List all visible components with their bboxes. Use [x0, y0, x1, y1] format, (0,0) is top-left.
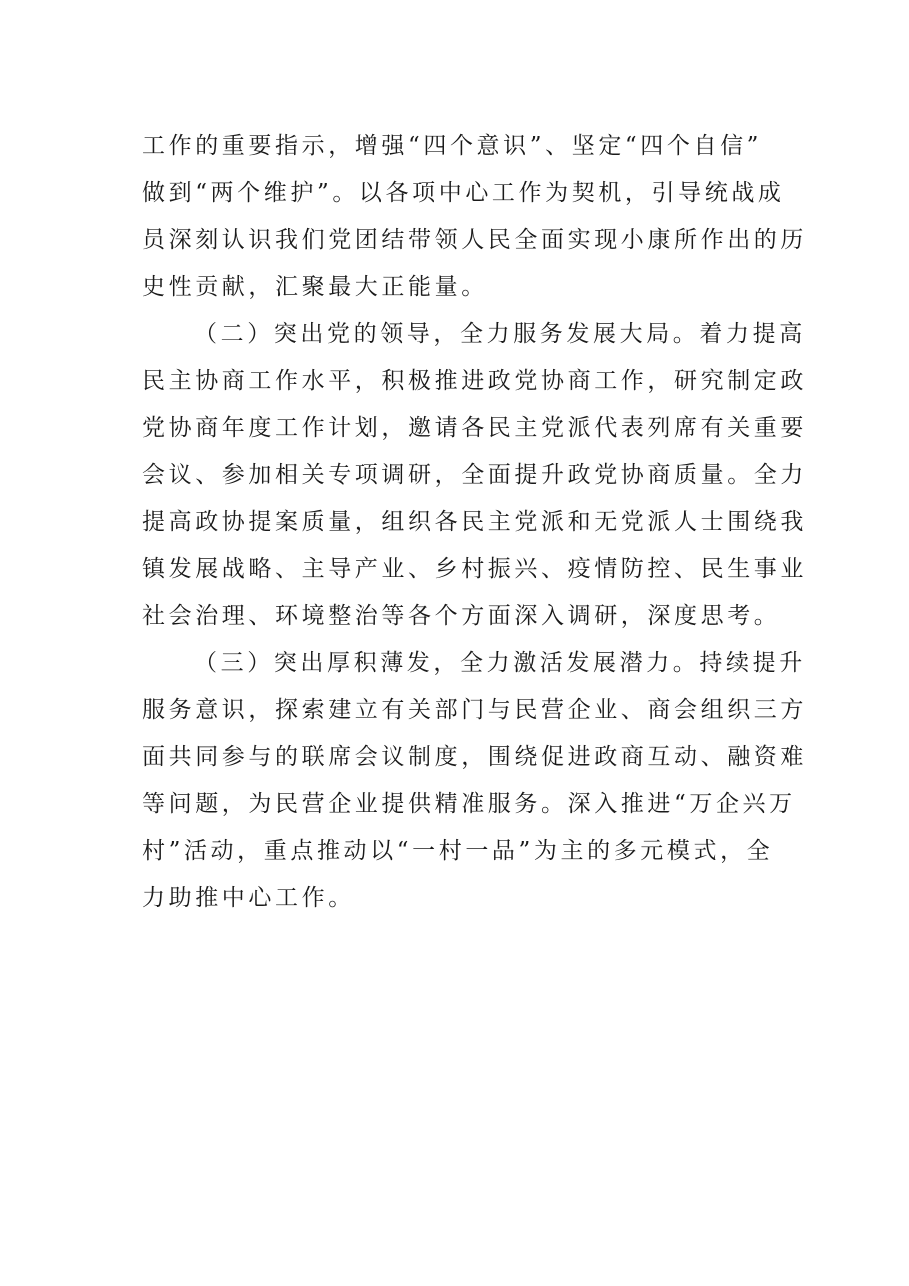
- paragraph-line: 社会治理、环境整治等各个方面深入调研，深度思考。: [142, 603, 781, 629]
- paragraph-line: 工作的重要指示，增强“四个意识”、坚定“四个自信”: [142, 133, 763, 159]
- paragraph-line: 民主协商工作水平，积极推进政党协商工作，研究制定政: [142, 368, 807, 394]
- paragraph-line: 镇发展战略、主导产业、乡村振兴、疫情防控、民生事业: [142, 556, 807, 582]
- paragraph-line: 员深刻认识我们党团结带领人民全面实现小康所作出的历: [142, 227, 807, 253]
- paragraph-line: 做到“两个维护”。以各项中心工作为契机，引导统战成: [142, 180, 785, 206]
- paragraph-line: 服务意识，探索建立有关部门与民营企业、商会组织三方: [142, 697, 807, 723]
- paragraph-line: 提高政协提案质量，组织各民主党派和无党派人士围绕我: [142, 509, 807, 535]
- paragraph-3: [142, 640, 807, 922]
- paragraph-line: 会议、参加相关专项调研，全面提升政党协商质量。全力: [142, 462, 807, 488]
- paragraph-2: [142, 311, 807, 640]
- paragraph-line: 史性贡献，汇聚最大正能量。: [142, 274, 488, 300]
- paragraph-line: （三）突出厚积薄发，全力激活发展潜力。持续提升: [194, 650, 806, 676]
- paragraph-line: 村”活动，重点推动以“一村一品”为主的多元模式，全: [142, 838, 774, 864]
- paragraph-line: 力助推中心工作。: [142, 885, 355, 911]
- paragraph-line: 党协商年度工作计划，邀请各民主党派代表列席有关重要: [142, 415, 807, 441]
- document-body: [142, 123, 807, 922]
- paragraph-line: 等问题，为民营企业提供精准服务。深入推进“万企兴万: [142, 791, 796, 817]
- paragraph-1: [142, 123, 807, 311]
- paragraph-line: 面共同参与的联席会议制度，围绕促进政商互动、融资难: [142, 744, 807, 770]
- paragraph-line: （二）突出党的领导，全力服务发展大局。着力提高: [194, 321, 806, 347]
